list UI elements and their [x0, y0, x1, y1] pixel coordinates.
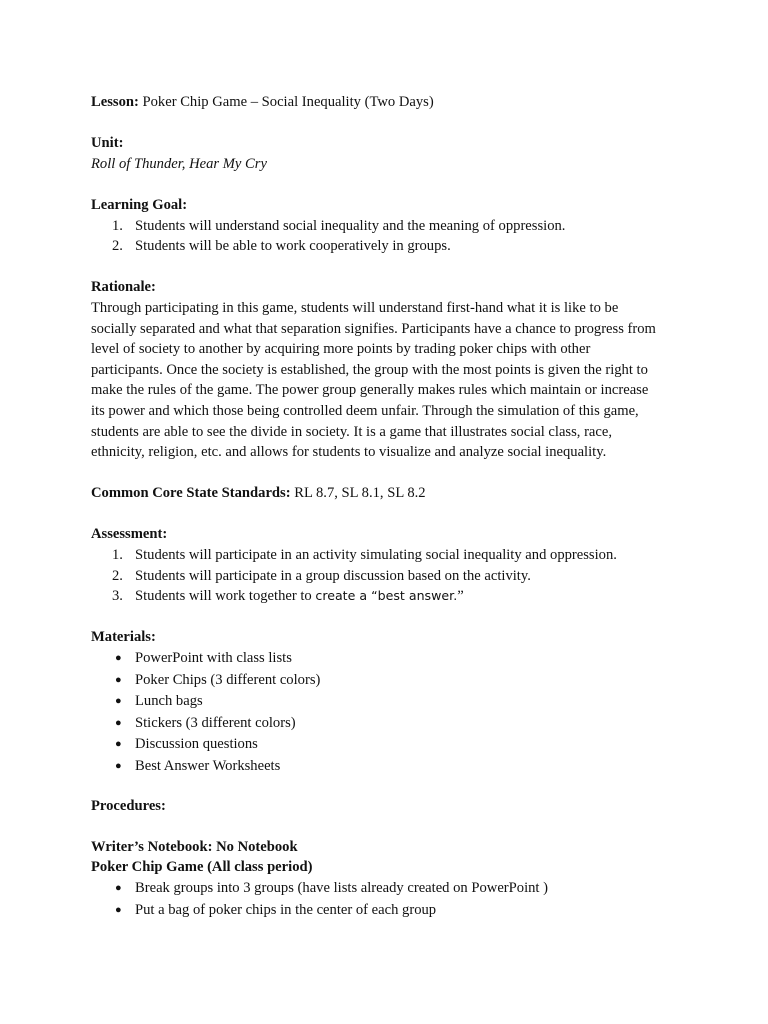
assessment-heading [91, 524, 691, 545]
rationale-line: Through participating in this game, students will understand first-hand what it is like to be [91, 299, 619, 316]
materials-item-text: Lunch bags [135, 693, 203, 710]
materials-item-text: Best Answer Worksheets [135, 758, 281, 774]
bullet-icon: ● [115, 738, 122, 751]
rationale-heading [91, 277, 691, 298]
lesson-plan-page [91, 92, 691, 921]
materials-item [91, 756, 691, 778]
assessment-item: 3. Students will work together to create a “best answer.” [112, 588, 464, 605]
materials-item-text: PowerPoint with class lists [135, 650, 292, 667]
standards-line [91, 483, 691, 504]
assessment-item-text: Students will work together to [135, 588, 316, 605]
bullet-icon: ● [115, 881, 122, 894]
rationale-label: Rationale: [91, 279, 156, 296]
rationale-line: its power and which those being controlled deem unfair. Through the simulation of this game, [91, 402, 639, 419]
procedures-item [91, 900, 691, 922]
materials-label: Materials: [91, 629, 156, 646]
notebook-heading [91, 837, 691, 858]
rationale-line: participants. Once the society is established, the group with the most points is given the right to [91, 361, 648, 378]
standards-label: Common Core State Standards: [91, 485, 291, 502]
bullet-icon: ● [115, 716, 122, 729]
bullet-icon: ● [115, 903, 122, 916]
lesson-title: Poker Chip Game – Social Inequality (Two Days) [142, 94, 434, 110]
materials-item-text: Poker Chips (3 different colors) [135, 671, 321, 688]
assessment-item: 2. Students will participate in a group discussion based on the activity. [112, 567, 531, 584]
procedures-item [91, 878, 691, 900]
rationale-paragraph [91, 298, 691, 463]
procedures-heading [91, 796, 691, 817]
assessment-label: Assessment: [91, 526, 168, 543]
game-label: Poker Chip Game (All class period) [91, 859, 313, 876]
lesson-line [91, 92, 691, 113]
bullet-icon: ● [115, 760, 122, 772]
assessment-item: 1. Students will participate in an activity simulating social inequality and oppression. [112, 547, 617, 564]
learning-goal-item-text: Students will be able to work cooperatively in groups. [135, 238, 451, 255]
learning-goal-item: 2. Students will be able to work cooperatively in groups. [112, 238, 451, 255]
assessment-item-text: Students will participate in an activity simulating social inequality and oppression. [135, 547, 617, 564]
materials-item [91, 648, 691, 670]
rationale-line: level of society to another by acquiring more points by trading poker chips with other [91, 341, 591, 358]
unit-title: Roll of Thunder, Hear My Cry [91, 155, 267, 172]
assessment-item-suffix: ” [457, 588, 464, 605]
materials-item-text: Discussion questions [135, 736, 258, 753]
unit-label: Unit: [91, 135, 124, 152]
bullet-icon: ● [115, 652, 122, 665]
rationale-line: ethnicity, religion, etc. and allows for students to visualize and analyze social inequality. [91, 444, 607, 461]
assessment-item-text: Students will participate in a group discussion based on the activity. [135, 567, 531, 584]
unit-heading [91, 133, 691, 154]
materials-heading [91, 627, 691, 648]
procedures-label: Procedures: [91, 797, 166, 814]
learning-goal-item: 1. Students will understand social inequality and the meaning of oppression. [112, 217, 566, 234]
standards-value: RL 8.7, SL 8.1, SL 8.2 [290, 485, 426, 502]
notebook-label: Writer’s Notebook: No Notebook [91, 838, 298, 855]
game-heading [91, 857, 691, 878]
bullet-icon: ● [115, 695, 122, 708]
rationale-line: make the rules of the game. The power group generally makes rules which maintain or increase [91, 382, 649, 399]
procedures-item-text: Put a bag of poker chips in the center of each group [135, 901, 437, 918]
materials-item [91, 691, 691, 713]
learning-goal-heading [91, 195, 691, 216]
bullet-icon: ● [115, 673, 122, 686]
learning-goal-label: Learning Goal: [91, 196, 188, 213]
assessment-item-special: create a “best answer. [315, 588, 458, 604]
materials-item [91, 713, 691, 735]
lesson-label: Lesson: [91, 94, 139, 110]
materials-item [91, 734, 691, 756]
materials-item-text: Stickers (3 different colors) [135, 714, 296, 731]
rationale-line: socially separated and what that separation signifies. Participants have a chance to progress from [91, 320, 656, 337]
learning-goal-item-text: Students will understand social inequality and the meaning of oppression. [135, 217, 566, 234]
rationale-line: students are able to see the divide in society. It is a game that illustrates social class, race, [91, 423, 613, 440]
materials-item [91, 670, 691, 692]
procedures-item-text: Break groups into 3 groups (have lists already created on PowerPoint ) [135, 879, 548, 896]
